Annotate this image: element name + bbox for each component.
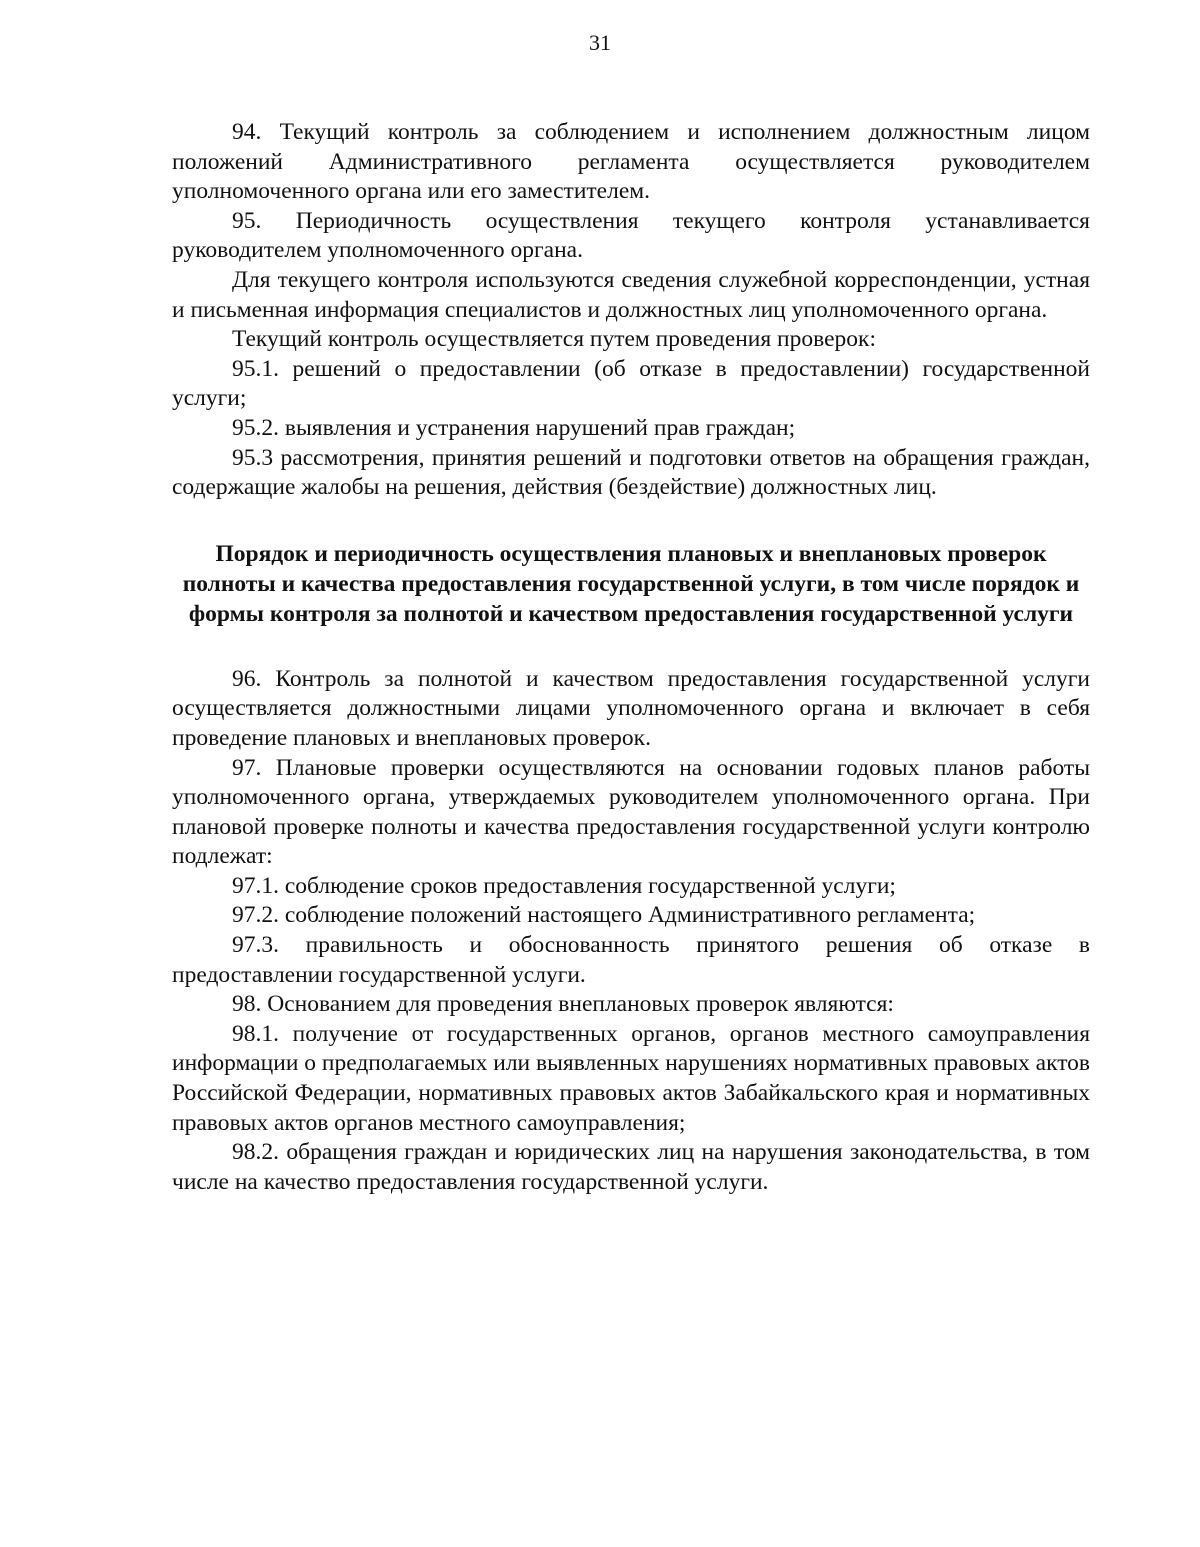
paragraph-97-3: 97.3. правильность и обоснованность принятого решения об отказе в предоставлении государственной услуги.	[172, 932, 1090, 988]
paragraph-95-sources: Для текущего контроля используются сведения служебной корреспонденции, устная и письменная информация специалистов и должностных лиц уполномоченного органа.	[172, 266, 1090, 323]
paragraph-98-2: 98.2. обращения граждан и юридических лиц на нарушения законодательства, в том числе на качество предоставления государственной услуги.	[172, 1139, 1090, 1195]
paragraph-98-1: 98.1. получение от государственных органов, органов местного самоуправления информации о предполагаемых или выявленных нарушениях нормативных правовых актов Российской Федерации, нормативных правовых актов Забайкальского края и нормативных правовых актов органов местного самоуправления;	[172, 1020, 1091, 1136]
paragraph-97-2: 97.2. соблюдение положений настоящего Административного регламента;	[232, 902, 976, 929]
paragraph-97-1: 97.1. соблюдение сроков предоставления государственной услуги;	[232, 872, 896, 899]
paragraph-96: 96. Контроль за полнотой и качеством предоставления государственной услуги осуществляется должностными лицами уполномоченного органа и включает в себя проведение плановых и внеплановых проверок.	[172, 665, 1090, 751]
document-body	[172, 118, 1090, 1197]
paragraph-95: 95. Периодичность осуществления текущего контроля устанавливается руководителем уполномоченного органа.	[172, 207, 1090, 264]
paragraph-95-2: 95.2. выявления и устранения нарушений прав граждан;	[232, 414, 796, 441]
paragraph-95-checks-intro: Текущий контроль осуществляется путем проведения проверок:	[232, 326, 876, 353]
paragraph-94: 94. Текущий контроль за соблюдением и исполнением должностным лицом положений Административного регламента осуществляется руководителем уполномоченного органа или его заместителем.	[172, 119, 1090, 205]
section-heading: Порядок и периодичность осуществления плановых и внеплановых проверок полноты и качества предоставления государственной услуги, в том числе порядок и формы контроля за полнотой и качеством предоставления государственной услуги	[182, 540, 1080, 627]
paragraph-95-1: 95.1. решений о предоставлении (об отказе в предоставлении) государственной услуги;	[172, 355, 1090, 412]
paragraph-97: 97. Плановые проверки осуществляются на основании годовых планов работы уполномоченного органа, утверждаемых руководителем уполномоченного органа. При плановой проверке полноты и качества предоставления государственной услуги контролю подлежат:	[172, 754, 1090, 870]
paragraph-98: 98. Основанием для проведения внеплановых проверок являются:	[232, 991, 894, 1018]
page-number: 31	[589, 30, 611, 55]
paragraph-95-3: 95.3 рассмотрения, принятия решений и подготовки ответов на обращения граждан, содержащие жалобы на решения, действия (бездействие) должностных лиц.	[172, 444, 1090, 501]
